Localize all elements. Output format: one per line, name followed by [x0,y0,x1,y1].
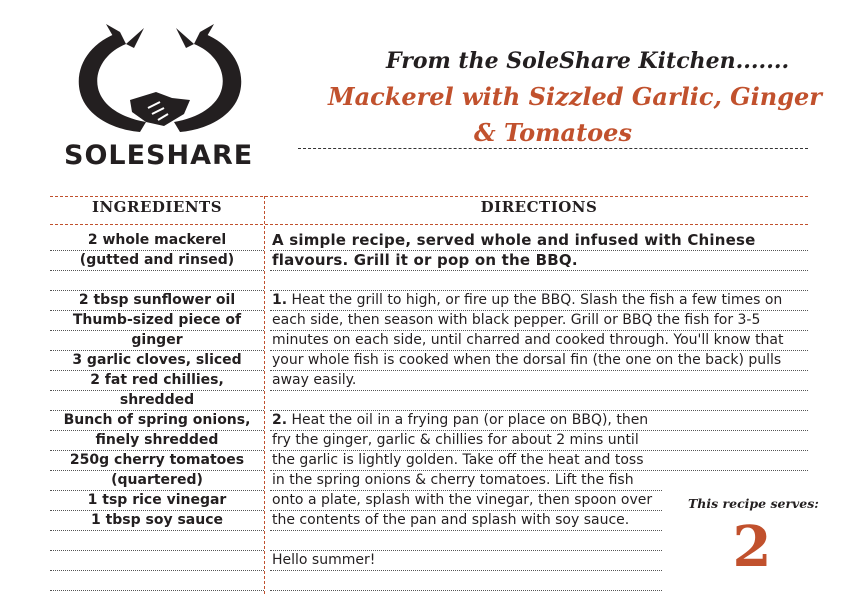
rule-line [50,570,264,571]
recipe-title-line1: Mackerel with Sizzled Garlic, Ginger [328,82,822,111]
ingredient-line: Thumb-sized piece of [72,312,242,328]
title-divider [298,148,808,149]
step-text: Heat the oil in a frying pan (or place on BBQ), then fry the ginger, garlic & chillies for about 2 mins until the garlic is lightly golden. Take off the heat and toss in the spring onions & cherry tomatoes. Lift the fish onto a plate, splash with the vinegar, then spoon over the contents of the pan and splash with soy sauce. [272,412,653,528]
ingredient-line: 3 garlic cloves, sliced [72,352,242,368]
direction-step-2 [272,410,660,530]
ingredient-line: 1 tbsp soy sauce [90,512,224,528]
directions-intro: A simple recipe, served whole and infused with Chinese flavours. Grill it or pop on the BBQ. [272,231,756,269]
ingredient-line: 2 tbsp sunflower oil [78,292,236,308]
ingredient-line: 2 fat red chillies, [90,372,224,388]
fish-handshake-icon [60,22,260,152]
ingredient-line: ginger [131,332,183,348]
ingredients-heading: INGREDIENTS [91,198,223,216]
serves-value: 2 [732,514,772,580]
rule-line [270,570,662,571]
table-top-border [50,196,808,197]
from-line: From the SoleShare Kitchen....... [386,48,790,74]
ingredient-line: (quartered) [111,472,203,488]
serves-label: This recipe serves: [688,496,819,511]
recipe-title-line2: & Tomatoes [474,118,632,147]
ingredient-line: 250g cherry tomatoes [69,452,245,468]
rule-line [270,530,662,531]
rule-line [50,550,264,551]
rule-line [270,590,662,591]
ingredient-line: finely shredded [95,432,219,448]
rule-line [50,530,264,531]
step-number: 2. [272,412,288,428]
step-number: 1. [272,292,288,308]
rule-line [270,270,808,271]
closing-line: Hello summer! [272,552,376,568]
ingredient-line: 1 tsp rice vinegar [87,492,227,508]
brand-name: SOLESHARE [64,140,254,171]
rule-line [270,390,808,391]
rule-line [50,270,264,271]
rule-line [50,590,264,591]
ingredient-line: Bunch of spring onions, [63,412,251,428]
directions-heading: DIRECTIONS [480,198,598,216]
step-text: Heat the grill to high, or fire up the BBQ. Slash the fish a few times on each side, then season with black pepper. Grill or BBQ the fish for 3-5 minutes on each side, until charred and cooked through. You'll know that your whole fish is cooked when the dorsal fin (the one on the back) pulls away easily. [272,292,784,388]
ingredient-line: 2 whole mackerel [87,232,227,248]
column-divider [264,196,265,594]
ingredient-line: shredded [119,392,195,408]
table-header-border [50,224,808,225]
direction-step-1 [272,290,808,390]
ingredient-line: (gutted and rinsed) [79,252,235,268]
